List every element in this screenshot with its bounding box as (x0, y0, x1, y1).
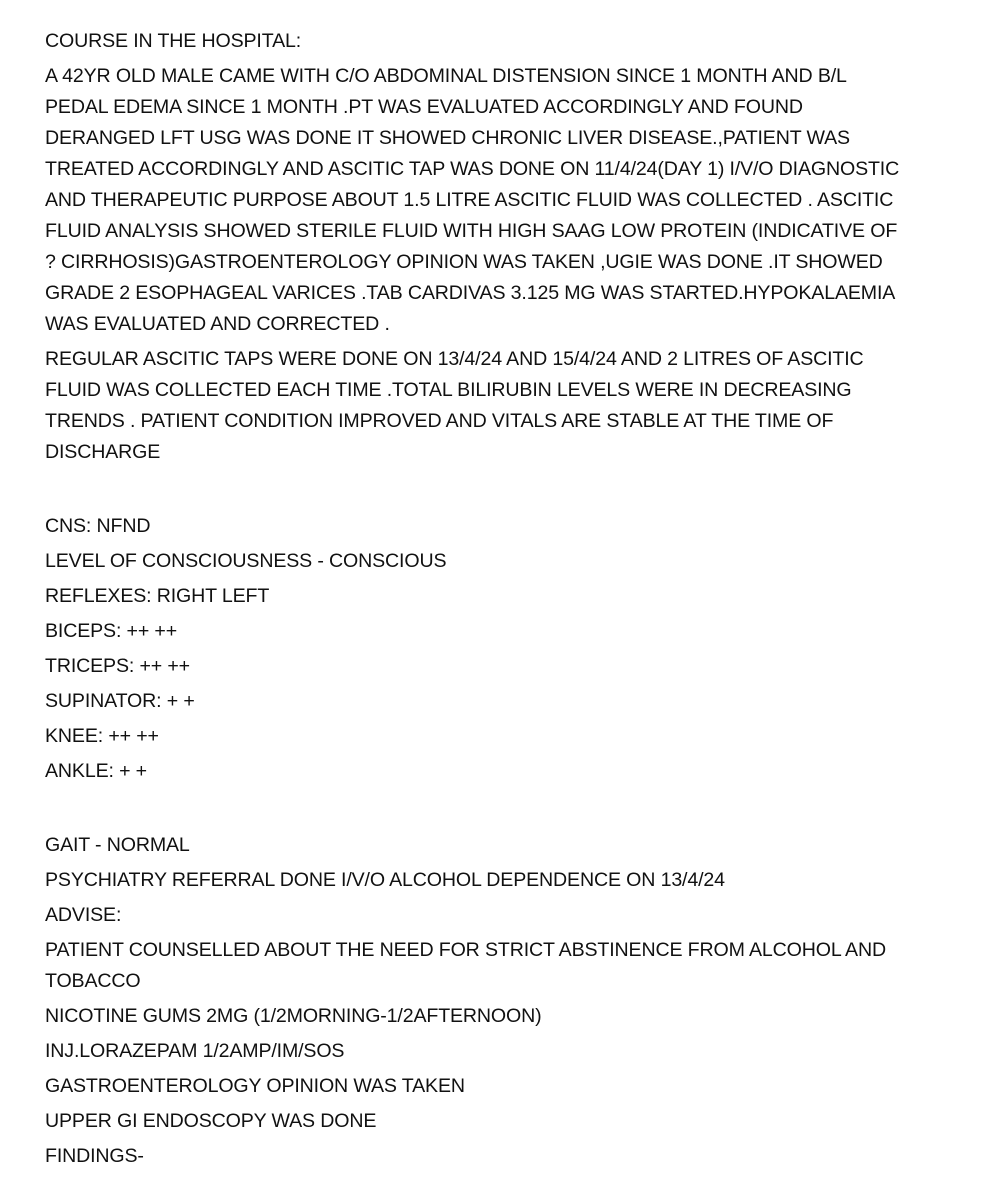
course-section (45, 26, 983, 468)
counselling-line: PATIENT COUNSELLED ABOUT THE NEED FOR STRICT ABSTINENCE FROM ALCOHOL AND (45, 939, 886, 961)
lorazepam-injection: INJ.LORAZEPAM 1/2AMP/IM/SOS (45, 1040, 345, 1062)
course-heading: COURSE IN THE HOSPITAL: (45, 30, 302, 52)
course-p1-line: FLUID ANALYSIS SHOWED STERILE FLUID WITH HIGH SAAG LOW PROTEIN (INDICATIVE OF (45, 220, 898, 242)
course-p1-line: PEDAL EDEMA SINCE 1 MONTH .PT WAS EVALUATED ACCORDINGLY AND FOUND (45, 96, 803, 118)
reflex-ankle: ANKLE: + + (45, 760, 147, 782)
nicotine-gums: NICOTINE GUMS 2MG (1/2MORNING-1/2AFTERNOON) (45, 1005, 542, 1027)
course-p2-line: TRENDS . PATIENT CONDITION IMPROVED AND VITALS ARE STABLE AT THE TIME OF (45, 410, 834, 432)
course-p1-line: ? CIRRHOSIS)GASTROENTEROLOGY OPINION WAS TAKEN ,UGIE WAS DONE .IT SHOWED (45, 251, 883, 273)
gastroenterology-opinion: GASTROENTEROLOGY OPINION WAS TAKEN (45, 1075, 465, 1097)
course-p2-line: DISCHARGE (45, 441, 161, 463)
course-p1-line: GRADE 2 ESOPHAGEAL VARICES .TAB CARDIVAS 3.125 MG WAS STARTED.HYPOKALAEMIA (45, 282, 896, 304)
reflex-triceps: TRICEPS: ++ ++ (45, 655, 190, 677)
reflex-knee: KNEE: ++ ++ (45, 725, 159, 747)
course-paragraph-2 (45, 344, 983, 468)
level-of-consciousness: LEVEL OF CONSCIOUSNESS - CONSCIOUS (45, 550, 447, 572)
discharge-summary-document (45, 26, 983, 1172)
findings-label: FINDINGS- (45, 1145, 144, 1167)
reflex-biceps: BICEPS: ++ ++ (45, 620, 178, 642)
advise-heading: ADVISE: (45, 904, 122, 926)
course-p2-line: REGULAR ASCITIC TAPS WERE DONE ON 13/4/24 AND 15/4/24 AND 2 LITRES OF ASCITIC (45, 348, 864, 370)
course-p1-line: WAS EVALUATED AND CORRECTED . (45, 313, 390, 335)
psychiatry-referral: PSYCHIATRY REFERRAL DONE I/V/O ALCOHOL DEPENDENCE ON 13/4/24 (45, 869, 725, 891)
course-paragraph-1 (45, 61, 983, 340)
endoscopy-done: UPPER GI ENDOSCOPY WAS DONE (45, 1110, 377, 1132)
course-p1-line: A 42YR OLD MALE CAME WITH C/O ABDOMINAL DISTENSION SINCE 1 MONTH AND B/L (45, 65, 847, 87)
cns-section (45, 511, 983, 787)
course-p1-line: DERANGED LFT USG WAS DONE IT SHOWED CHRONIC LIVER DISEASE.,PATIENT WAS (45, 127, 850, 149)
reflex-supinator: SUPINATOR: + + (45, 690, 195, 712)
counselling-line: TOBACCO (45, 970, 141, 992)
course-p2-line: FLUID WAS COLLECTED EACH TIME .TOTAL BILIRUBIN LEVELS WERE IN DECREASING (45, 379, 852, 401)
course-p1-line: AND THERAPEUTIC PURPOSE ABOUT 1.5 LITRE ASCITIC FLUID WAS COLLECTED . ASCITIC (45, 189, 894, 211)
cns-title: CNS: NFND (45, 515, 151, 537)
gait-status: GAIT - NORMAL (45, 834, 190, 856)
advise-section (45, 830, 983, 1172)
course-p1-line: TREATED ACCORDINGLY AND ASCITIC TAP WAS DONE ON 11/4/24(DAY 1) I/V/O DIAGNOSTIC (45, 158, 900, 180)
reflexes-header: REFLEXES: RIGHT LEFT (45, 585, 270, 607)
